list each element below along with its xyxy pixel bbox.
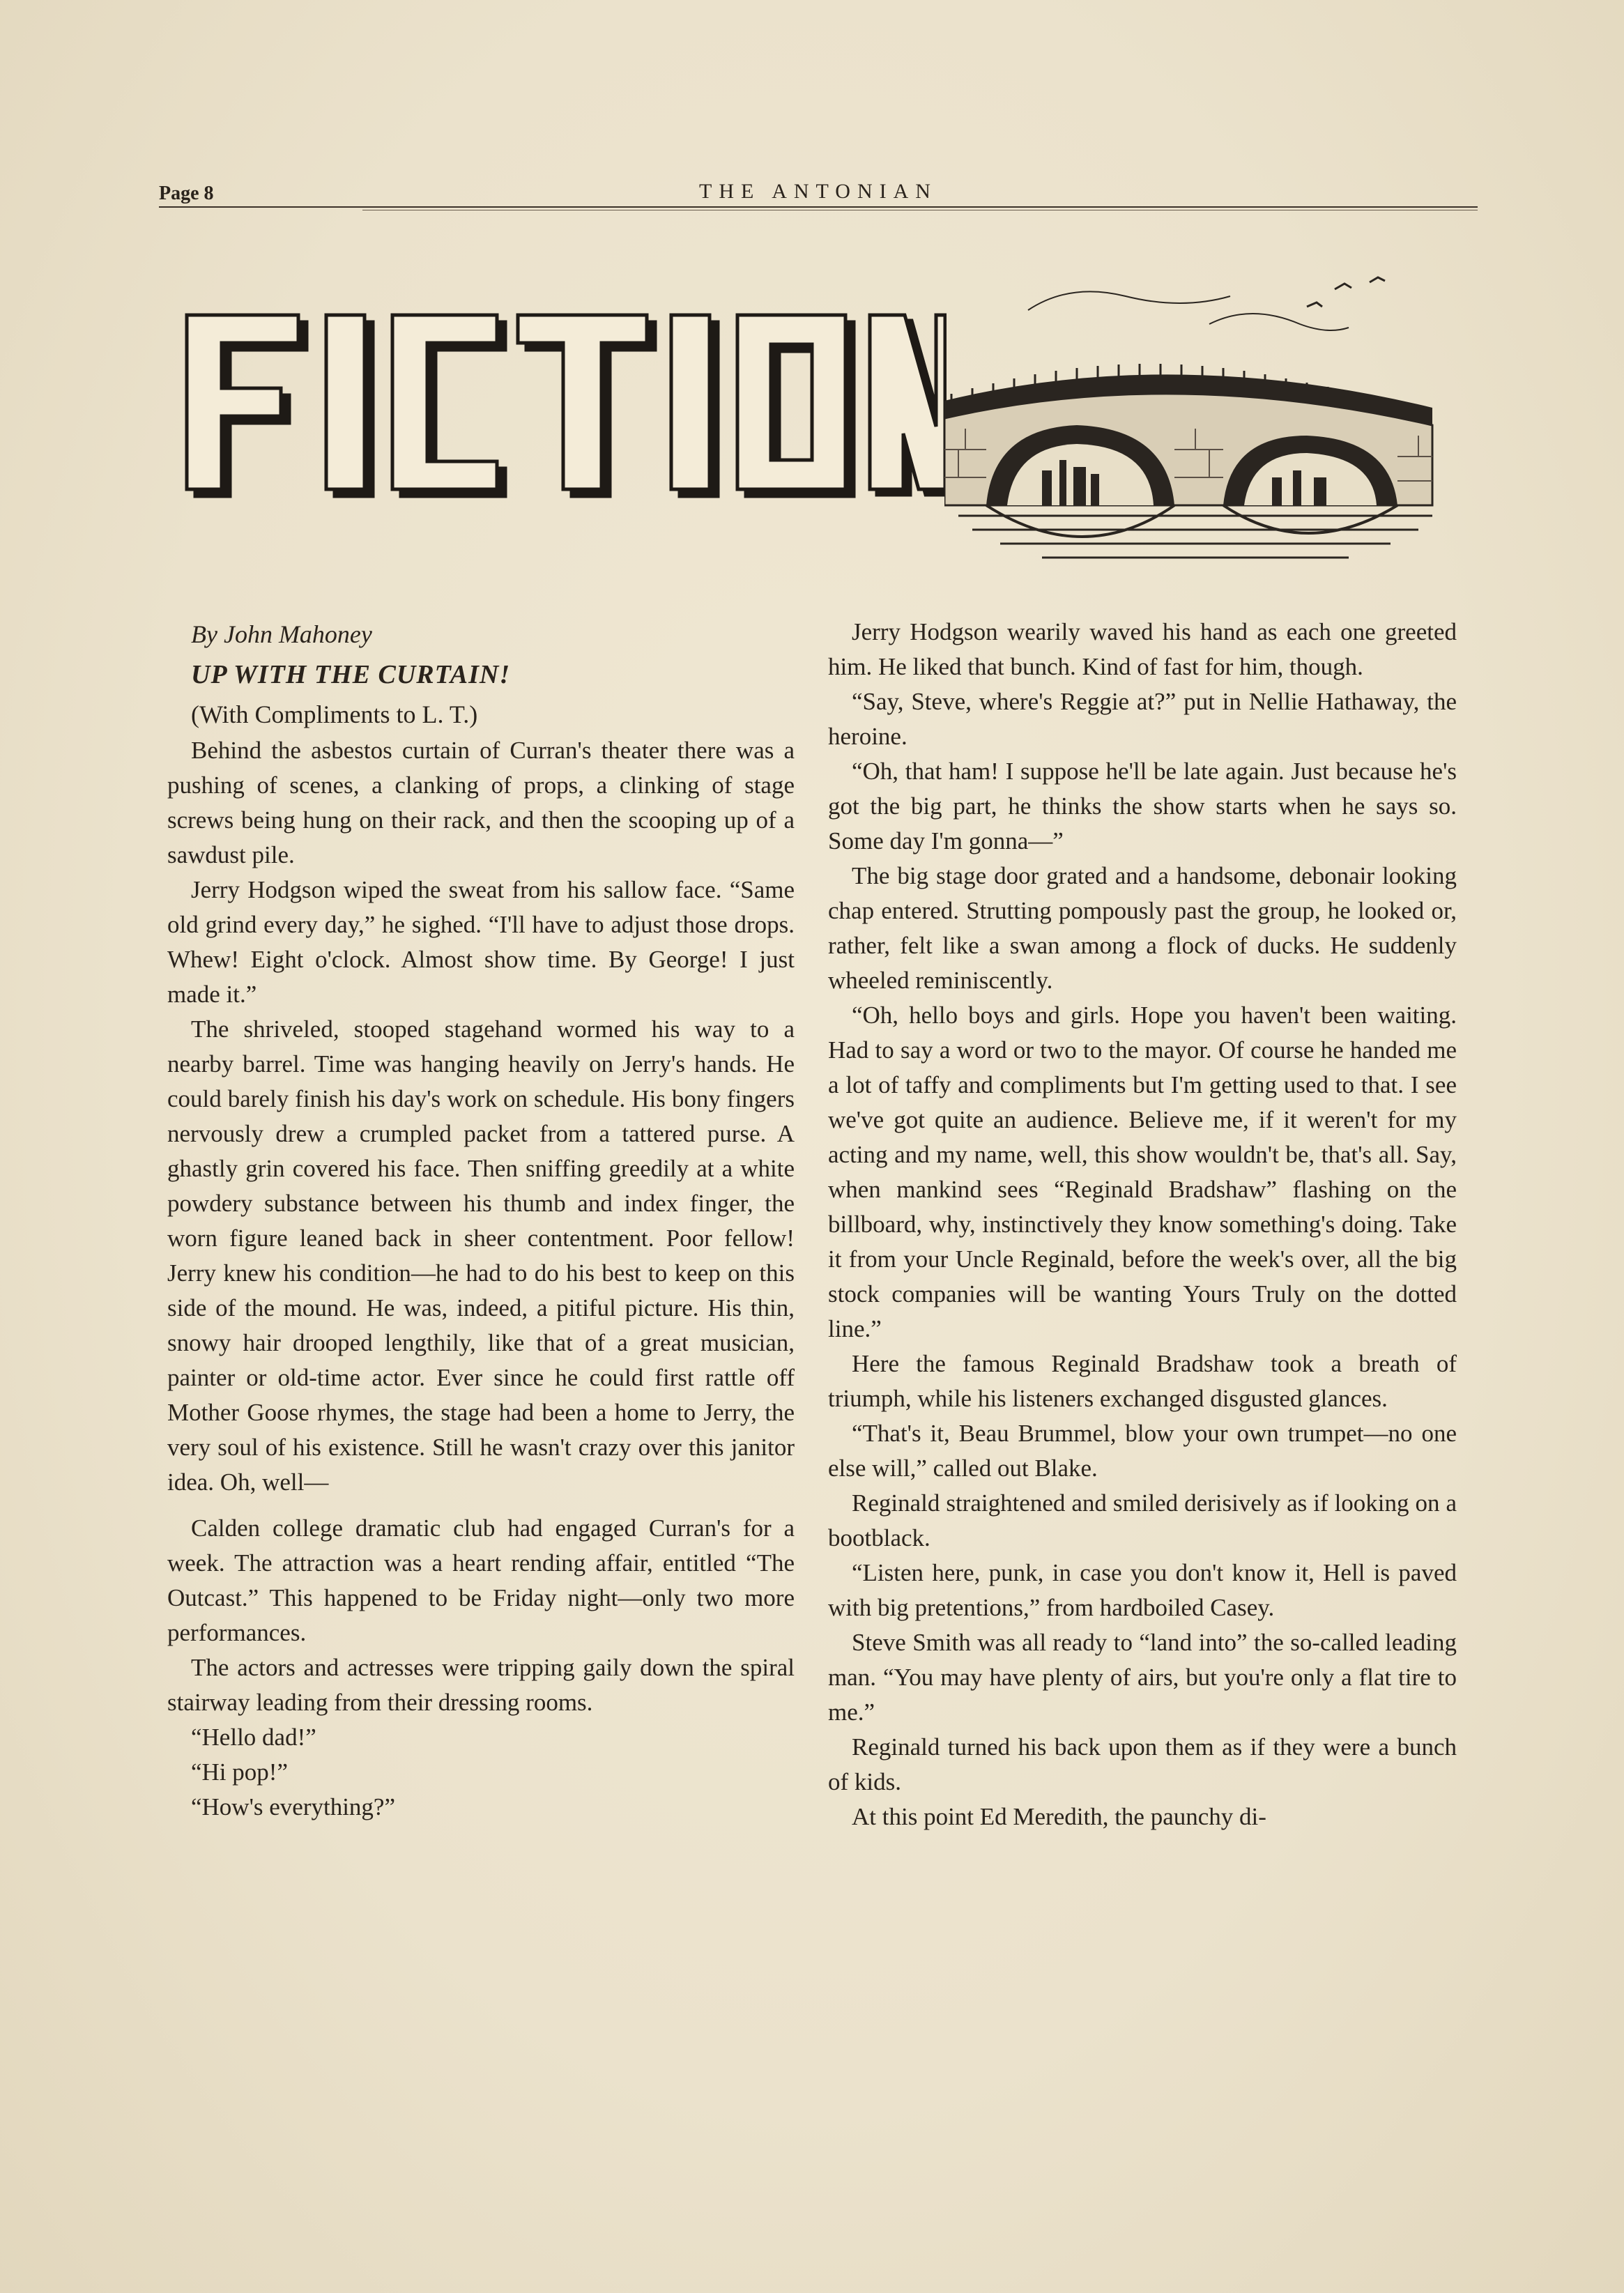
paragraph: Jerry Hodgson wearily waved his hand as each one greeted him. He liked that bunch. Kind of fast for him, though. <box>828 618 1457 680</box>
paragraph: The big stage door grated and a handsome, debonair looking chap entered. Strutting pompously past the group, he looked or, rather, felt like a swan among a flock of ducks. He suddenly wheeled reminiscently. <box>828 862 1457 994</box>
paragraph: “Oh, hello boys and girls. Hope you haven't been waiting. Had to say a word or two to the mayor. Of course he handed me a lot of taffy and compliments but I'm getting used to that. I see we've got quite an audience. Believe me, if it weren't for my acting and my name, well, this show wouldn't be, that's all. Say, when mankind sees “Reginald Bradshaw” flashing on the billboard, why, instinctively they know something's doing. Take it from your Uncle Reginald, before the week's over, all the big stock companies will be wanting Yours Truly on the dotted line.” <box>828 1002 1457 1342</box>
page-header <box>159 180 1478 209</box>
article-column-left <box>167 615 795 1825</box>
paragraph: Calden college dramatic club had engaged Curran's for a week. The attraction was a heart rending affair, entitled “The Outcast.” This happened to be Friday night—only two more performances. <box>167 1514 795 1646</box>
paragraph: “Listen here, punk, in case you don't know it, Hell is paved with big pretentions,” from hardboiled Casey. <box>828 1559 1457 1621</box>
bridge-illustration <box>944 268 1460 575</box>
publication-title: THE ANTONIAN <box>699 180 937 203</box>
article-column-right <box>828 615 1457 1834</box>
story-subtitle: (With Compliments to L. T.) <box>191 700 478 728</box>
paragraph: Reginald straightened and smiled derisively as if looking on a bootblack. <box>828 1489 1457 1551</box>
paragraph: “That's it, Beau Brummel, blow your own trumpet—no one else will,” called out Blake. <box>828 1420 1457 1482</box>
paragraph: At this point Ed Meredith, the paunchy di- <box>852 1803 1266 1830</box>
paragraph: The actors and actresses were tripping gaily down the spiral stairway leading from their dressing rooms. <box>167 1654 795 1716</box>
section-title-fiction <box>166 301 947 510</box>
paragraph: Steve Smith was all ready to “land into” the so-called leading man. “You may have plenty of airs, but you're only a flat tire to me.” <box>828 1629 1457 1726</box>
page-number: Page 8 <box>159 183 214 204</box>
story-title: UP WITH THE CURTAIN! <box>191 660 511 689</box>
paragraph: “Hi pop!” <box>191 1758 288 1786</box>
paragraph: “How's everything?” <box>191 1793 396 1820</box>
header-rule <box>159 206 1478 208</box>
paragraph: “Oh, that ham! I suppose he'll be late again. Just because he's got the big part, he thinks the show starts when he says so. Some day I'm gonna—” <box>828 758 1457 854</box>
byline: By John Mahoney <box>191 620 372 648</box>
paragraph: Reginald turned his back upon them as if they were a bunch of kids. <box>828 1733 1457 1795</box>
paragraph: The shriveled, stooped stagehand wormed his way to a nearby barrel. Time was hanging heavily on Jerry's hands. He could barely finish his day's work on schedule. His bony fingers nervously drew a crumpled packet from a tattered purse. A ghastly grin covered his face. Then sniffing greedily at a white powdery substance between his thumb and index finger, the worn figure leaned back in sheer contentment. Poor fellow! Jerry knew his condition—he had to do his best to keep on this side of the mound. He was, indeed, a pitiful picture. His thin, snowy hair drooped lengthily, like that of a great musician, painter or old-time actor. Ever since he could first rattle off Mother Goose rhymes, the stage had been a home to Jerry, the very soul of his existence. Still he wasn't crazy over this janitor idea. Oh, well— <box>167 1015 795 1496</box>
paragraph: Behind the asbestos curtain of Curran's theater there was a pushing of scenes, a clanking of props, a clinking of stage screws being hung on their rack, and then the scooping up of a sawdust pile. <box>167 737 795 868</box>
paragraph: Jerry Hodgson wiped the sweat from his sallow face. “Same old grind every day,” he sighed. “I'll have to adjust those drops. Whew! Eight o'clock. Almost show time. By George! I just made it.” <box>167 876 795 1008</box>
paragraph: “Say, Steve, where's Reggie at?” put in Nellie Hathaway, the heroine. <box>828 688 1457 750</box>
paragraph: “Hello dad!” <box>191 1724 316 1751</box>
paragraph: Here the famous Reginald Bradshaw took a breath of triumph, while his listeners exchanged disgusted glances. <box>828 1350 1457 1412</box>
